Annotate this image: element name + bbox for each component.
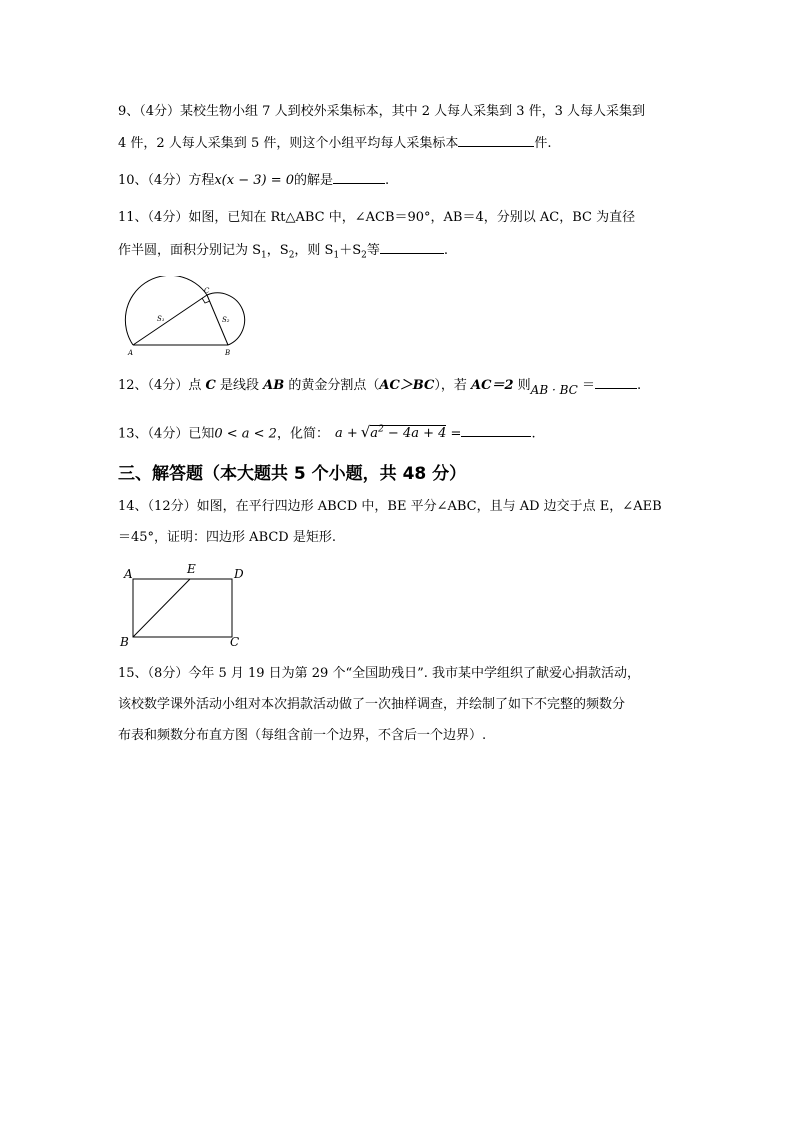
q9-unit: 件. — [534, 136, 552, 151]
q13-equals: = — [450, 426, 462, 442]
q15-line1: 15、（8分）今年 5 月 19 日为第 29 个“全国助残日”. 我市某中学组织了献爱心捐款活动， — [118, 666, 641, 681]
q14-line2: ＝45°，证明：四边形 ABCD 是矩形. — [118, 530, 336, 545]
q13-radicand — [370, 425, 446, 441]
label-e: E — [187, 562, 196, 576]
q10-equation: x(x − 3) = 0 — [214, 173, 294, 188]
q11-figure — [124, 276, 266, 360]
q12-segment-ab: AB — [263, 378, 285, 393]
q11-answer-blank[interactable] — [380, 241, 444, 254]
q11-sub1: 1 — [261, 250, 267, 261]
rectangle-abcd — [133, 579, 232, 637]
q15-line3: 布表和频数分布直方图（每组含前一个边界，不含后一个边界）. — [118, 728, 487, 743]
q12-point-c: C — [205, 378, 216, 393]
q12-text-5: 则 — [517, 378, 531, 393]
q12-answer-blank[interactable] — [595, 376, 637, 389]
q13-text: 13、（4分）已知 — [118, 426, 215, 442]
label-s2: S₂ — [222, 316, 230, 324]
q11-sub2: 2 — [288, 250, 295, 261]
q12-text: 12、（4分）点 — [118, 378, 202, 393]
q10-line: 10、（4分）方程x(x − 3) = 0的解是 . — [118, 173, 390, 188]
label-s1: S₁ — [157, 315, 165, 323]
q11-text-2: ，S — [266, 243, 289, 258]
q13-radicand-base: a — [370, 426, 379, 442]
q14-line1: 14、（12分）如图，在平行四边形 ABCD 中，BE 平分∠ABC，且与 AD 边交于点 E，∠AEB — [118, 499, 662, 514]
q13-text-2: ，化简： — [276, 426, 329, 442]
q9-text: 4 件，2 人每人采集到 5 件，则这个小组平均每人采集标本 — [118, 136, 459, 151]
q11-sub1b: 1 — [333, 250, 340, 261]
q13-answer-blank[interactable] — [461, 424, 531, 437]
semicircle-ac — [125, 276, 207, 345]
q11-plus: ＋S — [339, 243, 362, 258]
q10-text-after: 的解是 — [294, 173, 334, 188]
q10-answer-blank[interactable] — [333, 171, 385, 184]
label-b: B — [225, 349, 231, 357]
q11-text: 作半圆，面积分别记为 S — [118, 243, 262, 258]
q11-text-3: ，则 S — [294, 243, 334, 258]
label-a: A — [128, 349, 134, 357]
q11-line1: 11、（4分）如图，已知在 Rt△ABC 中，∠ACB＝90°，AB＝4，分别以 AC，BC 为直径 — [118, 210, 636, 225]
q12-text-4: ），若 — [434, 378, 467, 393]
q12-line: 12、（4分）点 C 是线段 AB 的黄金分割点（AC＞BC），若 AC＝2 则AB · BC ＝ . — [118, 378, 642, 397]
sqrt-icon: √ — [360, 423, 371, 442]
q11-line2: 作半圆，面积分别记为 $S_1$，$S_2$，则 $S_1+S_2$等 . — [118, 243, 448, 261]
q11-text-4: 等 — [366, 243, 380, 258]
q12-text-3: 的黄金分割点（ — [288, 378, 380, 393]
side-ac — [133, 295, 207, 345]
q14-figure — [116, 560, 250, 650]
label-c: C — [204, 287, 210, 295]
q12-given: AC＝2 — [471, 378, 514, 393]
q9-line2 — [118, 134, 551, 153]
q12-expression: AB · BC — [530, 383, 578, 397]
label-a: A — [124, 567, 133, 581]
q13-expr-a: a + — [334, 426, 358, 442]
label-b: B — [120, 635, 129, 649]
label-c: C — [230, 635, 240, 649]
q11-sub2b: 2 — [361, 250, 367, 261]
q9-answer-blank[interactable] — [458, 134, 534, 147]
q13-radicand-rest: − 4a + 4 — [383, 426, 447, 442]
q15-line2: 该校数学课外活动小组对本次捐款活动做了一次抽样调查，并绘制了如下不完整的频数分 — [118, 697, 626, 712]
segment-be — [133, 579, 190, 637]
label-d: D — [234, 567, 244, 581]
q13-radicand-sup: 2 — [378, 425, 384, 435]
q12-equals: ＝ — [581, 378, 595, 393]
q13-condition: 0 < a < 2 — [214, 426, 277, 442]
section-title: 三、解答题（本大题共 5 个小题，共 48 分） — [118, 464, 467, 484]
q10-text: 10、（4分）方程 — [118, 173, 215, 188]
q12-condition: AC＞BC — [379, 378, 435, 393]
q13-line: 13、（4分）已知0 < a < 2，化简： $a + √a^2 - 4a + 4$ = . — [118, 423, 536, 442]
q9-line1: 9、（4分）某校生物小组 7 人到校外采集标本，其中 2 人每人采集到 3 件，3 人每人采集到 — [118, 104, 646, 119]
q12-text-2: 是线段 — [219, 378, 259, 393]
